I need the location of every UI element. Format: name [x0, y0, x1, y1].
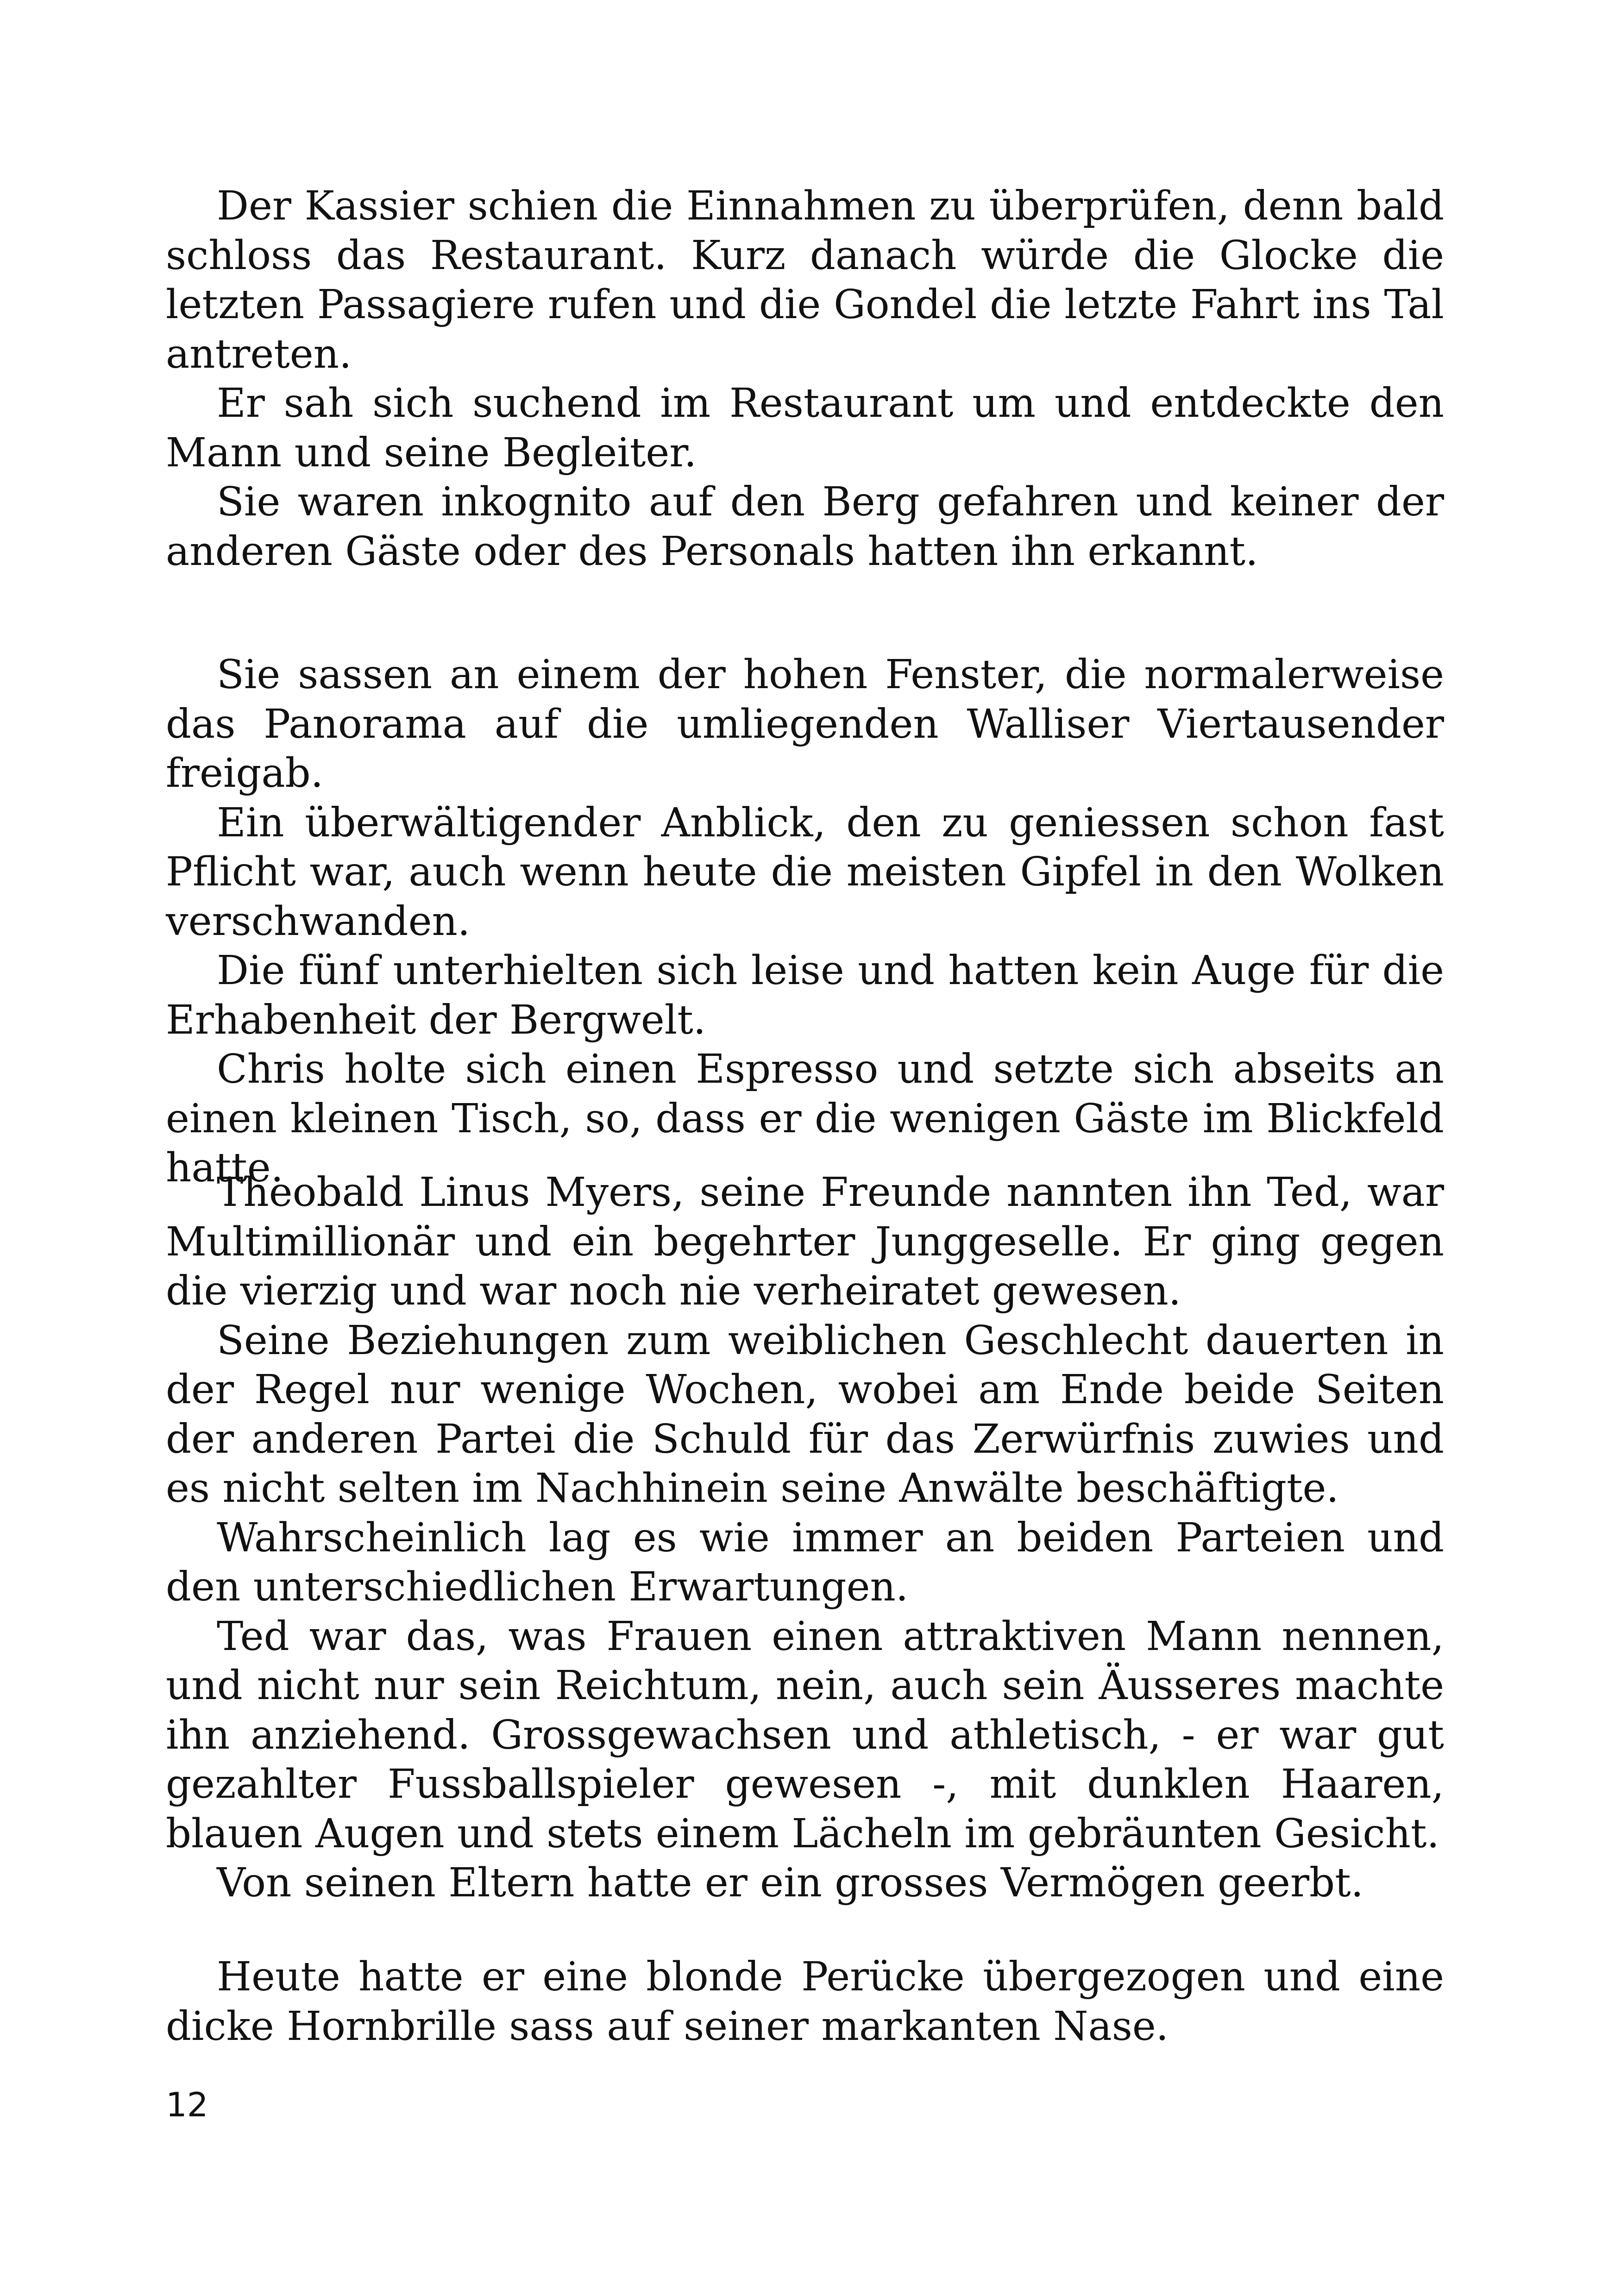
section-4 [166, 1168, 1444, 1908]
page-number: 12 [166, 2085, 208, 2124]
paragraph: Heute hatte er eine blonde Perücke übergezogen und eine dicke Hornbrille sass auf seiner markanten Nase. [166, 1954, 1444, 2050]
paragraph: Er sah sich suchend im Restaurant um und entdeckte den Mann und seine Begleiter. [166, 380, 1444, 476]
section-5 [166, 1952, 1444, 2051]
paragraph: Theobald Linus Myers, seine Freunde nannten ihn Ted, war Multimillionär und ein begehrter Junggeselle. Er ging gegen die vierzig und war noch nie verheiratet gewesen. [166, 1169, 1444, 1314]
section-1 [166, 182, 1444, 379]
paragraph: Von seinen Eltern hatte er ein grosses Vermögen geerbt. [217, 1860, 1363, 1906]
paragraph: Der Kassier schien die Einnahmen zu überprüfen, denn bald schloss das Restaurant. Kurz danach würde die Glocke die letzten Passagiere rufen und die Gondel die letzte Fahrt ins Tal antreten. [166, 183, 1444, 377]
paragraph: Ted war das, was Frauen einen attraktiven Mann nennen, und nicht nur sein Reichtum, nein, auch sein Äusseres machte ihn anziehend. Grossgewachsen und athletisch, - er war gut gezahlter Fussballspieler gewesen -, mit dunklen Haaren, blauen Augen und stets einem Lächeln im gebräunten Gesicht. [166, 1613, 1444, 1857]
paragraph: Die fünf unterhielten sich leise und hatten kein Auge für die Erhabenheit der Bergwelt. [166, 947, 1444, 1043]
paragraph: Sie sassen an einem der hohen Fenster, die normalerweise das Panorama auf die umliegenden Walliser Viertausender freigab. [166, 652, 1444, 797]
section-3 [166, 650, 1444, 1193]
section-2 [166, 379, 1444, 576]
paragraph: Seine Beziehungen zum weiblichen Geschlecht dauerten in der Regel nur wenige Wochen, wobei am Ende beide Seiten der anderen Partei die Schuld für das Zerwürfnis zuwies und es nicht selten im Nachhinein seine Anwälte beschäftigte. [166, 1317, 1444, 1512]
paragraph: Chris holte sich einen Espresso und setzte sich abseits an einen kleinen Tisch, so, dass er die wenigen Gäste im Blickfeld hatte. [166, 1046, 1444, 1191]
paragraph: Wahrscheinlich lag es wie immer an beiden Parteien und den unterschiedlichen Erwartungen. [166, 1514, 1444, 1610]
paragraph: Sie waren inkognito auf den Berg gefahren und keiner der anderen Gäste oder des Personals hatten ihn erkannt. [166, 479, 1444, 575]
paragraph: Ein überwältigender Anblick, den zu geniessen schon fast Pflicht war, auch wenn heute die meisten Gipfel in den Wolken verschwanden. [166, 799, 1444, 945]
